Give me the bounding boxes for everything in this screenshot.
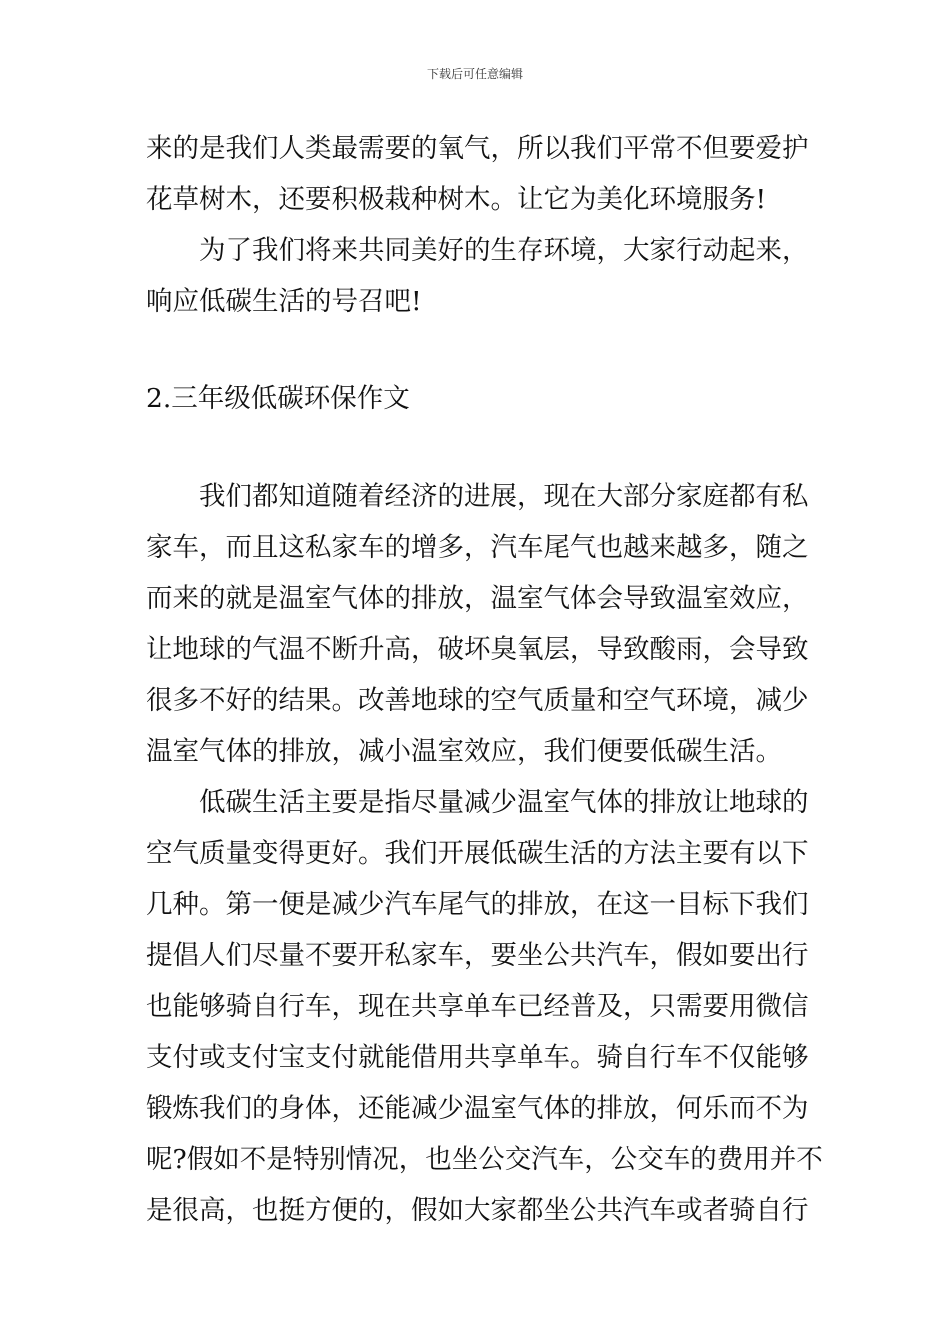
body-line: 呢?假如不是特别情况，也坐公交汽车，公交车的费用并不 xyxy=(146,1144,823,1175)
body-line: 为了我们将来共同美好的生存环境，大家行动起来， xyxy=(199,235,809,266)
page-header: 下载后可任意编辑 xyxy=(426,67,523,81)
body-line: 我们都知道随着经济的进展，现在大部分家庭都有私 xyxy=(199,481,809,512)
body-line: 而来的就是温室气体的排放，温室气体会导致温室效应， xyxy=(146,583,809,614)
body-line: 支付或支付宝支付就能借用共享单车。骑自行车不仅能够 xyxy=(146,1042,809,1073)
body-line: 几种。第一便是减少汽车尾气的排放，在这一目标下我们 xyxy=(146,889,809,920)
body-line: 响应低碳生活的号召吧! xyxy=(146,286,422,317)
body-line: 也能够骑自行车，现在共享单车已经普及，只需要用微信 xyxy=(146,991,809,1022)
body-line: 锻炼我们的身体，还能减少温室气体的排放，何乐而不为 xyxy=(146,1093,809,1124)
body-line: 来的是我们人类最需要的氧气，所以我们平常不但要爱护 xyxy=(146,133,809,164)
body-line: 是很高，也挺方便的，假如大家都坐公共汽车或者骑自行 xyxy=(146,1195,809,1226)
body-line: 提倡人们尽量不要开私家车，要坐公共汽车，假如要出行 xyxy=(146,940,809,971)
body-line: 温室气体的排放，减小温室效应，我们便要低碳生活。 xyxy=(146,736,782,767)
body-line: 让地球的气温不断升高，破坏臭氧层，导致酸雨，会导致 xyxy=(146,634,809,665)
section-title: 2.三年级低碳环保作文 xyxy=(146,383,410,414)
body-line: 空气质量变得更好。我们开展低碳生活的方法主要有以下 xyxy=(146,838,809,869)
body-line: 很多不好的结果。改善地球的空气质量和空气环境，减少 xyxy=(146,685,809,716)
body-line: 家车，而且这私家车的增多，汽车尾气也越来越多，随之 xyxy=(146,532,809,563)
body-line: 低碳生活主要是指尽量减少温室气体的排放让地球的 xyxy=(199,787,809,818)
body-line: 花草树木，还要积极栽种树木。让它为美化环境服务! xyxy=(146,184,767,215)
